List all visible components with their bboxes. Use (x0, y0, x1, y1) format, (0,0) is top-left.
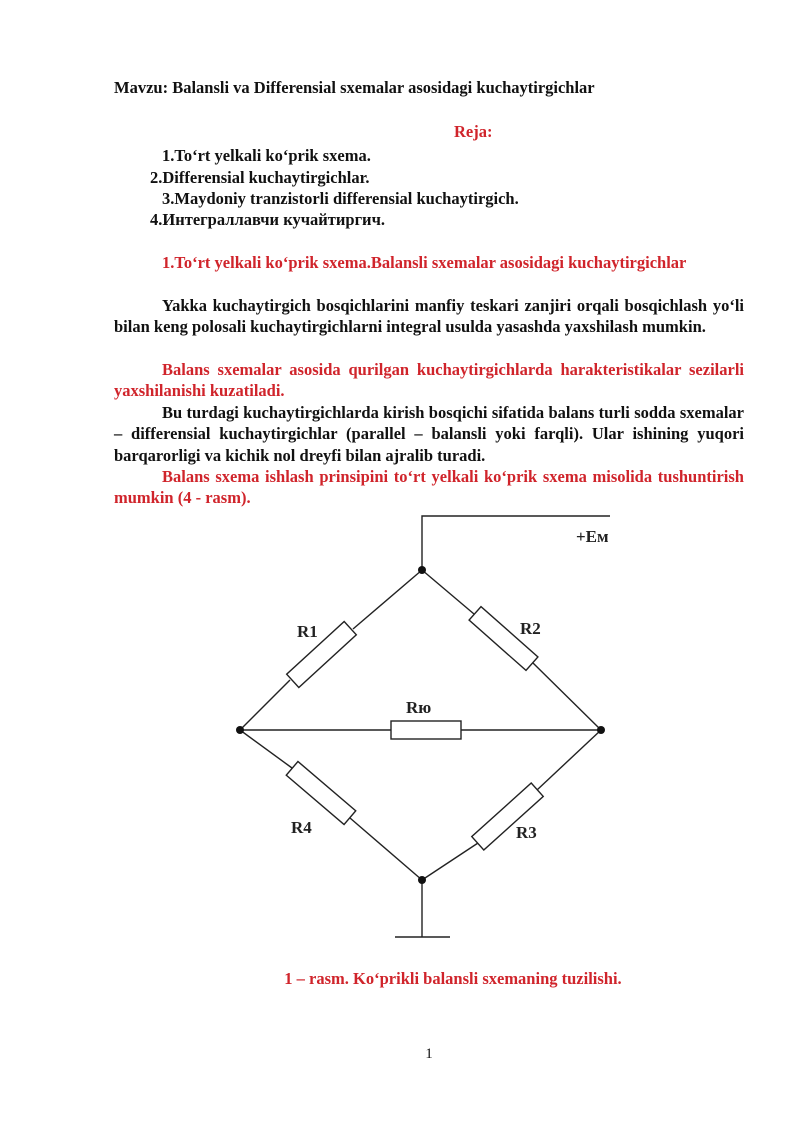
paragraph-3-text: Bu turdagi kuchaytirgichlarda kirish bosqichi sifatida balans turli sodda sxemalar – differensial kuchaytirgichlar (parallel – balansli yoki farqli). Ular ishining yuqori barqarorligi va kichik nol dreyfi bilan ajralib turadi. (114, 403, 744, 465)
junction-bottom (418, 876, 426, 884)
plan-heading: Reja: (454, 122, 493, 141)
plan-item-4: 4.Интеграллавчи кучайтиргич. (150, 210, 385, 229)
wire-right-r3 (537, 730, 601, 790)
wire-r3-bottom (422, 843, 478, 880)
document-title: Mavzu: Balansli va Differensial sxemalar asosidagi kuchaytirgichlar (114, 78, 595, 97)
junction-top (418, 566, 426, 574)
plan-item-1: 1.To‘rt yelkali ko‘prik sxema. (162, 146, 371, 165)
label-r4: R4 (291, 818, 312, 837)
label-rload: Rю (406, 698, 432, 717)
wire-top-r2 (422, 570, 474, 614)
wire-r1-left (240, 680, 290, 730)
label-r2: R2 (520, 619, 541, 638)
supply-label: +Eм (576, 527, 609, 546)
section-heading-text: 1.To‘rt yelkali ko‘prik sxema.Balansli sxemalar asosidagi kuchaytirgichlar (162, 253, 687, 272)
resistor-rload (391, 721, 461, 739)
wire-top-r1 (353, 570, 422, 629)
paragraph-1-text: Yakka kuchaytirgich bosqichlarini manfiy teskari zanjiri orqali bosqichlash yo‘li bilan keng polosali kuchaytirgichlarni integral usulda yasashda yaxshilash mumkin. (114, 296, 744, 337)
wire-left-r4 (240, 730, 292, 768)
resistor-r2 (469, 607, 538, 671)
plan-item-2: 2.Differensial kuchaytirgichlar. (150, 168, 370, 187)
wire-r4-bottom (350, 818, 422, 880)
wire-r2-right (533, 663, 601, 730)
junction-right (597, 726, 605, 734)
paragraph-4-text: Balans sxema ishlash prinsipini to‘rt yelkali ko‘prik sxema misolida tushuntirish mumkin (4 - rasm). (114, 467, 744, 508)
plan-item-3: 3.Maydoniy tranzistorli differensial kuchaytirgich. (162, 189, 519, 208)
paragraph-2-text: Balans sxemalar asosida qurilgan kuchaytirgichlarda harakteristikalar sezilarli yaxshilanishi kuzatiladi. (114, 360, 744, 401)
resistor-r4 (286, 761, 355, 824)
junction-left (236, 726, 244, 734)
page-number: 1 (425, 1046, 433, 1062)
label-r3: R3 (516, 823, 537, 842)
figure-caption: 1 – rasm. Ko‘prikli balansli sxemaning tuzilishi. (284, 969, 622, 988)
label-r1: R1 (297, 622, 318, 641)
